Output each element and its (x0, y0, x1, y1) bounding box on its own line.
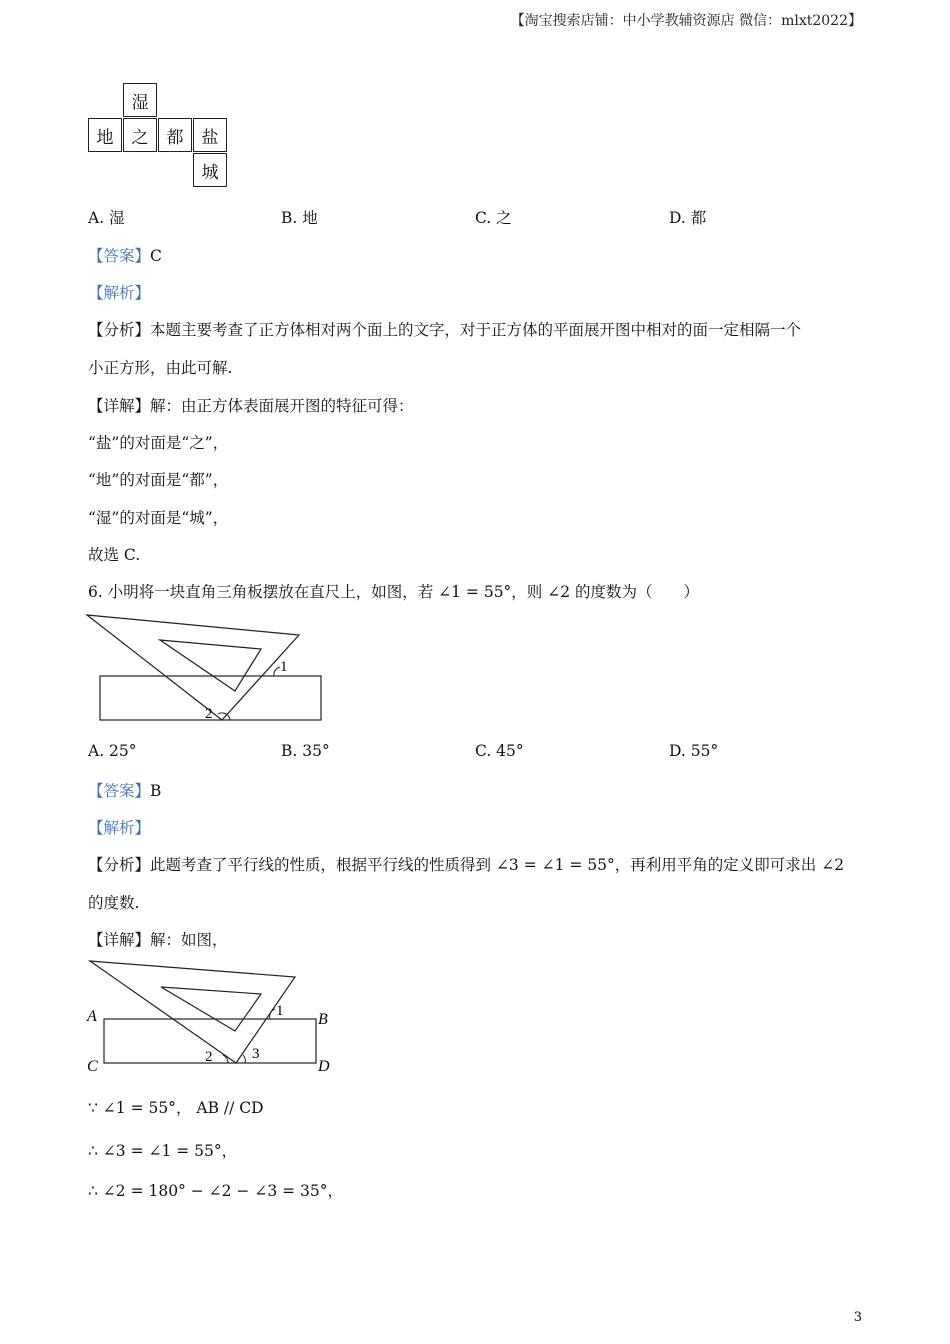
q6-option-c: C. 45° (475, 742, 524, 760)
q5-answer (88, 244, 162, 266)
fig2-label-c: C (87, 1058, 98, 1075)
net-cell-row-2: 之 (123, 118, 157, 152)
fig2-label-d: D (318, 1058, 330, 1075)
q6-answer (88, 779, 161, 801)
q5-analysis-tag: 【解析】 (88, 284, 151, 302)
q5-answer-tag: 【答案】 (88, 247, 151, 265)
triangle-inner-2 (161, 987, 261, 1031)
net-cell-row-3: 都 (158, 118, 192, 152)
q6-detail-line-1 (88, 928, 228, 950)
q5-option-a: A. 湿 (88, 209, 125, 227)
fig1-label-1: 1 (280, 659, 288, 675)
q5-detail-line-1 (88, 394, 414, 416)
q5-fenxi-tag: 【分析】 (88, 321, 151, 339)
q6-fenxi-line-2: 的度数. (88, 894, 140, 912)
fig2-label-b: B (318, 1011, 328, 1028)
q6-answer-tag: 【答案】 (88, 782, 151, 800)
q5-option-d: D. 都 (669, 209, 707, 227)
net-cell-bottom: 城 (193, 153, 227, 187)
q6-detail-text-1: 解：如图， (150, 931, 228, 949)
q5-option-b: B. 地 (281, 209, 318, 227)
q6-option-a: A. 25° (88, 742, 137, 760)
q6-question: 6. 小明将一块直角三角板摆放在直尺上，如图，若 ∠1 = 55°，则 ∠2 的度数为（ ） (88, 583, 700, 601)
triangle-outer-2 (90, 961, 295, 1063)
fig2-label-3: 3 (252, 1046, 260, 1062)
q6-option-d: D. 55° (669, 742, 719, 760)
net-cell-row-1: 地 (88, 118, 122, 152)
net-cell-row-4: 盐 (193, 118, 227, 152)
q5-detail-line-3: “地”的对面是“都”， (88, 471, 229, 489)
q6-step-2: ∴ ∠3 = ∠1 = 55°， (88, 1142, 238, 1160)
q6-option-b: B. 35° (281, 742, 330, 760)
net-cell-top: 湿 (123, 83, 157, 117)
fig2-label-2: 2 (205, 1049, 213, 1065)
q6-figure-ruler-triangle (82, 610, 322, 725)
q5-detail-line-2: “盐”的对面是“之”， (88, 434, 229, 452)
triangle-outer (87, 615, 299, 720)
q5-fenxi-line-1 (88, 318, 801, 340)
q6-solution-figure (84, 955, 336, 1077)
angle-3-arc-2 (243, 1055, 245, 1063)
q6-answer-value: B (150, 782, 162, 800)
q6-fenxi-line-1 (88, 853, 844, 875)
q5-detail-tag: 【详解】 (88, 397, 151, 415)
fig2-label-1: 1 (276, 1003, 284, 1019)
q6-detail-tag: 【详解】 (88, 931, 151, 949)
angle-1-arc-2 (270, 1009, 275, 1019)
q5-detail-line-4: “湿”的对面是“城”， (88, 509, 229, 527)
q5-option-c: C. 之 (475, 209, 512, 227)
page-number: 3 (853, 1310, 862, 1325)
fig1-label-2: 2 (205, 706, 213, 722)
q5-fenxi-text-1: 本题主要考查了正方体相对两个面上的文字，对于正方体的平面展开图中相对的面一定相隔一个 (150, 321, 802, 339)
q5-detail-line-5: 故选 C. (88, 546, 141, 564)
q6-fenxi-tag: 【分析】 (88, 856, 151, 874)
q5-answer-value: C (150, 247, 162, 265)
q6-analysis-tag: 【解析】 (88, 819, 151, 837)
fig2-label-a: A (87, 1008, 97, 1025)
q6-step-1: ∵ ∠1 = 55°， AB // CD (88, 1099, 264, 1117)
page-header: 【淘宝搜索店铺：中小学教辅资源店 微信：mlxt2022】 (510, 13, 862, 29)
q5-fenxi-line-2: 小正方形，由此可解. (88, 359, 233, 377)
q6-fenxi-text-1: 此题考查了平行线的性质，根据平行线的性质得到 ∠3 = ∠1 = 55°，再利用平角的定义即可求出 ∠2 (150, 856, 845, 874)
cube-net-figure (88, 83, 233, 189)
q5-detail-text-1: 解：由正方体表面展开图的特征可得： (150, 397, 414, 415)
q6-step-3: ∴ ∠2 = 180° − ∠2 − ∠3 = 35°， (88, 1182, 344, 1200)
